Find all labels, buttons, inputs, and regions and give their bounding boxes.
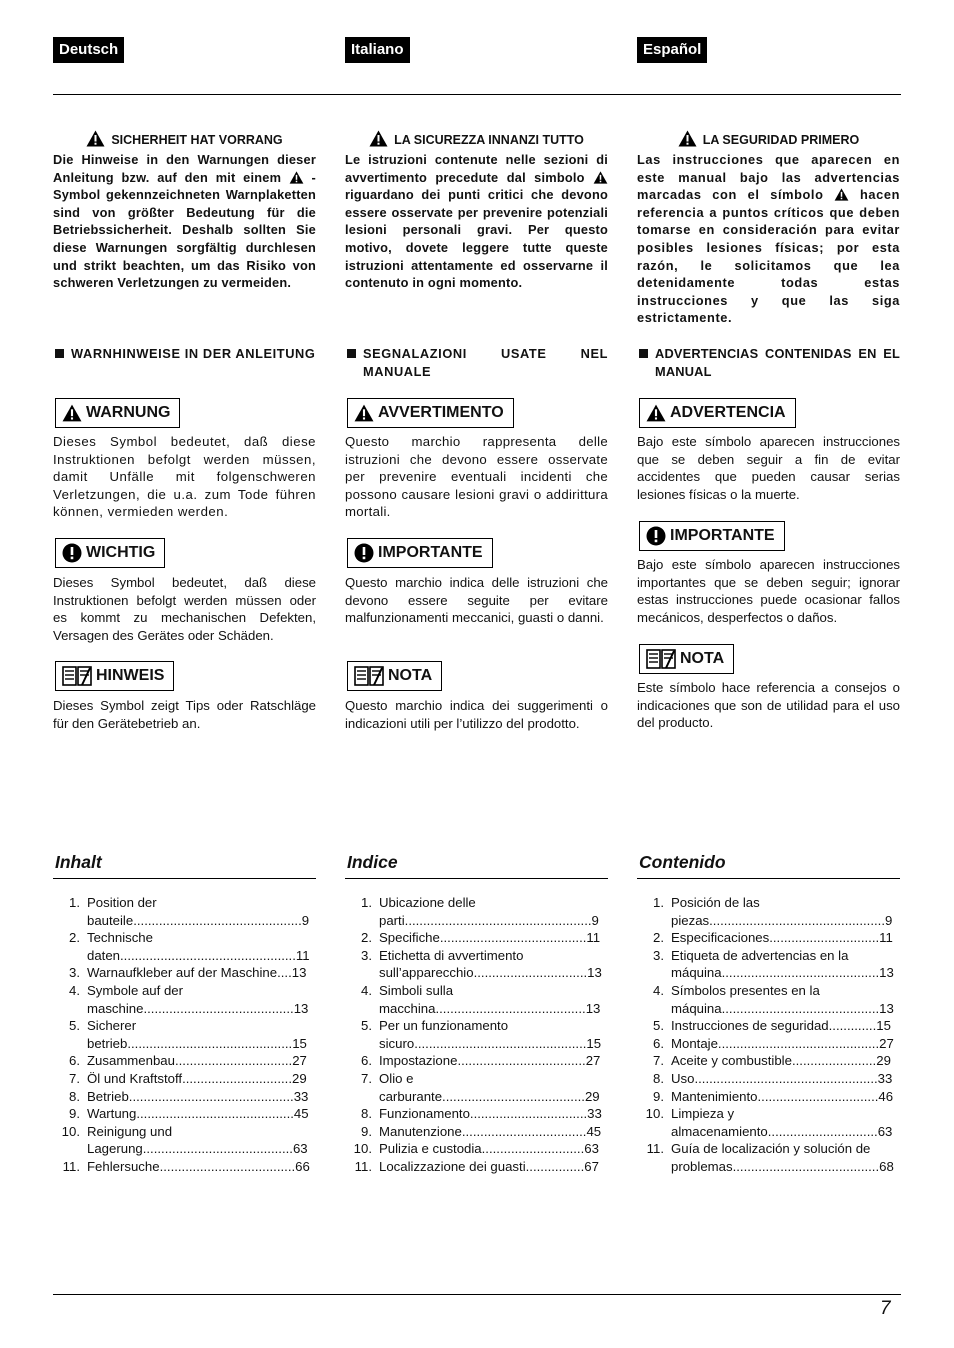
toc-entry-number: 2. bbox=[361, 930, 372, 946]
warning-triangle-icon bbox=[289, 171, 304, 184]
toc-entry-page: 66 bbox=[295, 1158, 310, 1174]
toc-leader-dots: .................................................. bbox=[694, 1070, 878, 1086]
toc-entry bbox=[345, 1052, 603, 1070]
toc-rule bbox=[53, 878, 316, 879]
toc-entry-label: Per un funzionamento sicuro bbox=[379, 1018, 509, 1051]
toc-entry-label-wrap bbox=[664, 1070, 895, 1088]
toc-entry-label-wrap bbox=[664, 982, 895, 1017]
toc-leader-dots: ............. bbox=[828, 1018, 877, 1034]
toc-entry-label-wrap bbox=[80, 1052, 311, 1070]
toc-leader-dots: ............................ bbox=[481, 1141, 585, 1157]
toc-entry-page: 9 bbox=[591, 912, 599, 928]
toc-entry bbox=[637, 1070, 895, 1088]
toc-entry-page: 11 bbox=[879, 930, 893, 946]
toc-entry-number: 11. bbox=[646, 1141, 664, 1157]
toc-entry-label: Olio e carburante bbox=[379, 1070, 443, 1104]
toc-entry-label-wrap bbox=[80, 1017, 311, 1052]
toc-entry-page: 15 bbox=[292, 1035, 307, 1051]
important-description: Dieses Symbol bedeutet, daß diese Instruktionen befolgt werden müssen oder es kommt zu mechanischen Defekten, Versagen des Gerätes oder Schäden. bbox=[53, 575, 316, 643]
toc-entry-number: 9. bbox=[361, 1123, 372, 1139]
toc-entry-number: 1. bbox=[361, 895, 372, 910]
toc-entry-label: Betrieb bbox=[87, 1088, 129, 1104]
toc-leader-dots: ............................................... bbox=[414, 1035, 587, 1051]
warning-triangle-icon bbox=[678, 130, 697, 147]
toc-entry-label-wrap bbox=[80, 1070, 311, 1088]
open-book-icon bbox=[354, 665, 384, 687]
toc-entry bbox=[345, 1140, 603, 1158]
toc-rule bbox=[637, 878, 900, 879]
toc-entry-label: Instrucciones de seguridad bbox=[671, 1018, 829, 1034]
toc-entry-label: Ubicazione delle parti bbox=[379, 895, 476, 928]
warning-sign: WARNUNG bbox=[55, 398, 180, 428]
toc-entry-label-wrap bbox=[372, 1052, 603, 1070]
toc-entry-page: 13 bbox=[879, 965, 894, 981]
toc-entry-label-wrap bbox=[372, 1158, 603, 1176]
toc-entry bbox=[637, 894, 895, 929]
toc-title: Contenido bbox=[639, 852, 726, 872]
toc-entry-number: 1. bbox=[69, 895, 80, 910]
warning-triangle-icon bbox=[834, 188, 849, 201]
page-number: 7 bbox=[880, 1298, 891, 1319]
toc-entry-label-wrap bbox=[664, 1017, 895, 1035]
warning-triangle-icon bbox=[354, 404, 374, 422]
toc-entry-number: 4. bbox=[361, 982, 372, 998]
warning-description: Bajo este símbolo aparecen instrucciones que se deben seguir a fin de evitar accidentes que pueden causar serias lesiones físicas o la muerte. bbox=[637, 434, 900, 502]
language-tab: Español bbox=[637, 37, 707, 63]
toc-entry-label: Öl und Kraftstoff bbox=[87, 1070, 183, 1086]
note-description: Este símbolo hace referencia a consejos o indicaciones que son de utilidad para el uso del producto. bbox=[637, 680, 900, 730]
toc-leader-dots: ........................................... bbox=[136, 1106, 294, 1122]
toc-entry-number: 7. bbox=[361, 1070, 372, 1086]
toc-entry-page: 15 bbox=[586, 1035, 602, 1051]
toc-entry-label-wrap bbox=[80, 929, 311, 964]
toc-entry-label-wrap bbox=[664, 929, 895, 947]
toc-entry-label: Impostazione bbox=[379, 1053, 458, 1069]
toc-entry-number: 8. bbox=[69, 1088, 80, 1104]
toc-entry-label-wrap bbox=[80, 1088, 311, 1106]
open-book-icon bbox=[646, 648, 676, 670]
toc-entry-page: 27 bbox=[879, 1035, 894, 1051]
toc-entry-label-wrap bbox=[664, 1035, 895, 1053]
toc-entry bbox=[637, 1035, 895, 1053]
toc-entry-page: 63 bbox=[877, 1123, 893, 1139]
toc-entry-number: 2. bbox=[653, 930, 664, 946]
toc-leader-dots: ..................................... bbox=[159, 1158, 296, 1174]
toc-entry-label-wrap bbox=[664, 1140, 895, 1175]
toc-entry-label: Specifiche bbox=[379, 930, 440, 946]
toc-entry-label-wrap bbox=[372, 894, 603, 929]
important-sign: IMPORTANTE bbox=[347, 538, 493, 568]
toc-entry-number: 5. bbox=[69, 1018, 80, 1034]
toc-entry-label-wrap bbox=[80, 1105, 311, 1123]
toc-entry-number: 6. bbox=[653, 1035, 664, 1051]
open-book-icon bbox=[62, 665, 92, 687]
toc-entry-label: Etiqueta de advertencias en la máquina bbox=[671, 947, 849, 981]
toc-leader-dots: ................................................ bbox=[120, 947, 296, 963]
square-bullet-icon bbox=[55, 349, 64, 358]
exclamation-circle-icon bbox=[62, 543, 82, 563]
toc-list bbox=[53, 894, 311, 1176]
toc-entry-number: 8. bbox=[361, 1106, 372, 1122]
toc-leader-dots: .................................. bbox=[461, 1123, 587, 1139]
toc-entry-label: Uso bbox=[671, 1070, 695, 1086]
toc-entry-page: 29 bbox=[291, 1070, 307, 1086]
toc-leader-dots: .............................. bbox=[182, 1070, 292, 1086]
toc-entry-label: Reinigung und Lagerung bbox=[87, 1123, 173, 1157]
toc-entry-number: 7. bbox=[653, 1053, 664, 1069]
toc-entry bbox=[345, 1070, 603, 1105]
section-heading: ADVERTENCIAS CONTENIDAS EN EL MANUAL bbox=[637, 345, 900, 381]
note-sign: NOTA bbox=[639, 644, 734, 674]
warning-triangle-icon bbox=[593, 171, 608, 184]
toc-entry-page: 46 bbox=[878, 1088, 894, 1104]
toc-entry-label: Fehlersuche bbox=[87, 1158, 160, 1174]
toc-entry-label-wrap bbox=[372, 982, 603, 1017]
toc-entry bbox=[345, 982, 603, 1017]
toc-entry-label-wrap bbox=[372, 1140, 603, 1158]
toc-leader-dots: ................................ bbox=[174, 1053, 293, 1069]
toc-entry-page: 33 bbox=[587, 1106, 602, 1122]
note-description: Dieses Symbol zeigt Tips oder Ratschläge für den Gerätebetrieb an. bbox=[53, 698, 316, 731]
toc-entry-label-wrap bbox=[372, 929, 603, 947]
toc-entry-label: Pulizia e custodia bbox=[379, 1141, 482, 1157]
toc-entry-number: 11. bbox=[62, 1158, 80, 1174]
toc-entry-number: 10. bbox=[61, 1123, 80, 1139]
toc-entry bbox=[53, 982, 311, 1017]
toc-entry-label-wrap bbox=[664, 1052, 895, 1070]
safety-text: Le istruzioni contenute nelle sezioni di avvertimento precedute dal simbolo riguardano dei punti critici che devono essere osservate per prevenire potenziali lesioni personali gravi. Per questo motivo, dovete leggere tutte queste istruzioni attentamente ed osservarne il contenuto in ogni momento. bbox=[345, 152, 608, 291]
toc-leader-dots: ......................................... bbox=[142, 1141, 293, 1157]
section-heading: SEGNALAZIONI USATE NEL MANUALE bbox=[345, 345, 608, 381]
toc-entry-page: 13 bbox=[879, 1000, 894, 1016]
note-sign: HINWEIS bbox=[55, 661, 174, 691]
toc-entry-page: 29 bbox=[876, 1053, 891, 1069]
toc-entry-number: 4. bbox=[69, 982, 80, 998]
toc-entry-label: Simboli sulla macchina bbox=[379, 982, 454, 1016]
toc-leader-dots: .............................. bbox=[767, 1123, 878, 1139]
toc-entry bbox=[345, 894, 603, 929]
toc-entry-label-wrap bbox=[80, 1123, 311, 1158]
toc-entry bbox=[345, 929, 603, 947]
toc-leader-dots: ................................................ bbox=[709, 912, 885, 928]
safety-text: Las instrucciones que aparecen en este manual bajo las advertencias marcadas con el símbolo hacen referencia a puntos críticos que deben tomarse en consideración para evitar posibles lesiones físicas; por esta razón, le solicitamos que lea detenidamente todas estas instrucciones y que las siga estrictamente. bbox=[637, 152, 900, 326]
safety-heading: SICHERHEIT HAT VORRANG bbox=[53, 130, 316, 147]
toc-entry-label: Limpieza y almacenamiento bbox=[671, 1106, 768, 1139]
toc-entry-page: 63 bbox=[584, 1141, 599, 1157]
language-tab: Deutsch bbox=[53, 37, 124, 63]
toc-leader-dots: .... bbox=[277, 965, 292, 981]
toc-entry-number: 10. bbox=[645, 1106, 664, 1122]
toc-title: Inhalt bbox=[55, 852, 102, 872]
toc-entry-number: 4. bbox=[653, 982, 664, 998]
toc-leader-dots: ................................................... bbox=[404, 912, 592, 928]
toc-entry bbox=[53, 1123, 311, 1158]
toc-entry-label: Warnaufkleber auf der Maschine bbox=[87, 965, 278, 981]
toc-entry-label: Localizzazione dei guasti bbox=[379, 1158, 526, 1174]
important-description: Questo marchio indica delle istruzioni che devono essere seguite per evitare malfunzionamenti meccanici, guasti o danni. bbox=[345, 575, 608, 625]
toc-title: Indice bbox=[347, 852, 398, 872]
toc-leader-dots: ........................................ bbox=[732, 1158, 880, 1174]
toc-entry bbox=[637, 1105, 895, 1140]
toc-entry bbox=[53, 1070, 311, 1088]
warning-triangle-icon bbox=[62, 404, 82, 422]
toc-entry bbox=[637, 1088, 895, 1106]
toc-entry-label-wrap bbox=[664, 894, 895, 929]
toc-entry-label: Posición de las piezas bbox=[671, 895, 760, 928]
toc-entry-page: 9 bbox=[885, 912, 893, 928]
toc-entry-page: 45 bbox=[586, 1123, 602, 1139]
column-italiano bbox=[345, 0, 608, 1348]
important-description: Bajo este símbolo aparecen instrucciones importantes que se deben seguir; ignorar estas instrucciones puede ocasionar fallos mecánicos, desperfectos o daños. bbox=[637, 557, 900, 625]
toc-entry bbox=[53, 1105, 311, 1123]
toc-entry-label: Sicherer betrieb bbox=[87, 1018, 137, 1051]
toc-entry-page: 67 bbox=[584, 1158, 599, 1174]
toc-entry-page: 29 bbox=[584, 1088, 600, 1104]
toc-leader-dots: .............................. bbox=[769, 930, 880, 946]
toc-entry-page: 9 bbox=[301, 912, 310, 928]
toc-entry-label: Zusammenbau bbox=[87, 1053, 175, 1069]
toc-entry-label: Montaje bbox=[671, 1035, 718, 1051]
toc-entry bbox=[637, 982, 895, 1017]
toc-leader-dots: ............................................ bbox=[717, 1035, 880, 1051]
toc-entry-label: Mantenimiento bbox=[671, 1088, 758, 1104]
column-espanol bbox=[637, 0, 900, 1348]
toc-entry-page: 27 bbox=[292, 1053, 307, 1069]
toc-entry-number: 3. bbox=[361, 947, 372, 963]
toc-entry-number: 6. bbox=[69, 1053, 80, 1069]
toc-entry-number: 3. bbox=[69, 965, 80, 981]
toc-entry-page: 63 bbox=[292, 1141, 308, 1157]
toc-leader-dots: ....................... bbox=[791, 1053, 877, 1069]
toc-entry bbox=[345, 1017, 603, 1052]
safety-heading: LA SEGURIDAD PRIMERO bbox=[637, 130, 900, 147]
toc-leader-dots: .............................................. bbox=[133, 912, 302, 928]
toc-entry bbox=[53, 929, 311, 964]
toc-entry-page: 13 bbox=[293, 1000, 309, 1016]
warning-sign: ADVERTENCIA bbox=[639, 398, 796, 428]
toc-entry-label: Manutenzione bbox=[379, 1123, 462, 1139]
exclamation-circle-icon bbox=[646, 526, 666, 546]
column-deutsch bbox=[53, 0, 316, 1348]
toc-entry-number: 1. bbox=[653, 895, 664, 910]
toc-entry-number: 3. bbox=[653, 947, 664, 963]
toc-entry-label-wrap bbox=[80, 894, 311, 929]
toc-entry-label-wrap bbox=[664, 947, 895, 982]
toc-entry-number: 7. bbox=[69, 1070, 80, 1086]
warning-triangle-icon bbox=[646, 404, 666, 422]
toc-entry-label: Guía de localización y solución de problemas bbox=[671, 1141, 871, 1174]
toc-entry-number: 8. bbox=[653, 1070, 664, 1086]
safety-text: Die Hinweise in den Warnungen dieser Anleitung bzw. auf den mit einem -Symbol gekennzeichneten Warnplaketten sind von größter Bedeutung für die Betriebssicherheit. Deshalb sollten Sie diese Warnungen sorgfältig durchlesen und strikt beachten, um das Risiko von schweren Verletzungen zu vermeiden. bbox=[53, 152, 316, 291]
toc-entry-page: 68 bbox=[879, 1158, 894, 1174]
toc-entry-page: 27 bbox=[585, 1053, 601, 1069]
note-sign: NOTA bbox=[347, 661, 442, 691]
warning-triangle-icon bbox=[369, 130, 388, 147]
toc-entry-label-wrap bbox=[372, 1017, 603, 1052]
square-bullet-icon bbox=[639, 349, 648, 358]
toc-rule bbox=[345, 878, 608, 879]
toc-entry-page: 11 bbox=[586, 930, 601, 946]
warning-sign: AVVERTIMENTO bbox=[347, 398, 514, 428]
important-sign: WICHTIG bbox=[55, 538, 165, 568]
toc-leader-dots: ........................................... bbox=[721, 965, 880, 981]
toc-leader-dots: ......................................... bbox=[435, 1000, 586, 1016]
toc-leader-dots: ............................................. bbox=[127, 1035, 293, 1051]
toc-entry-number: 2. bbox=[69, 930, 80, 946]
toc-entry-page: 45 bbox=[293, 1106, 309, 1122]
toc-entry bbox=[53, 1158, 311, 1176]
toc-entry-label: Funzionamento bbox=[379, 1106, 470, 1122]
toc-entry-label: Technische daten bbox=[87, 930, 153, 963]
language-tab: Italiano bbox=[345, 37, 410, 63]
toc-entry-label-wrap bbox=[80, 982, 311, 1017]
toc-entry bbox=[53, 1017, 311, 1052]
toc-entry bbox=[637, 947, 895, 982]
toc-entry-label-wrap bbox=[664, 1105, 895, 1140]
note-description: Questo marchio indica dei suggerimenti o indicazioni utili per l’utilizzo del prodotto. bbox=[345, 698, 608, 731]
toc-entry bbox=[53, 1052, 311, 1070]
safety-heading: LA SICUREZZA INNANZI TUTTO bbox=[345, 130, 608, 147]
toc-entry-page: 33 bbox=[293, 1088, 309, 1104]
toc-entry-label-wrap bbox=[372, 1070, 603, 1105]
toc-entry-page: 13 bbox=[587, 965, 602, 981]
toc-entry-label-wrap bbox=[372, 947, 603, 982]
toc-entry-number: 9. bbox=[69, 1106, 80, 1122]
toc-entry-label: Symbole auf der maschine bbox=[87, 982, 184, 1016]
important-sign: IMPORTANTE bbox=[639, 521, 785, 551]
toc-leader-dots: ....................................... bbox=[442, 1088, 585, 1104]
toc-entry bbox=[345, 1123, 603, 1141]
toc-entry-number: 9. bbox=[653, 1088, 664, 1104]
toc-entry-label-wrap bbox=[372, 1123, 603, 1141]
toc-leader-dots: ........................................... bbox=[721, 1000, 880, 1016]
warning-triangle-icon bbox=[86, 130, 105, 147]
toc-entry bbox=[345, 947, 603, 982]
toc-leader-dots: ................ bbox=[525, 1158, 585, 1174]
warning-description: Dieses Symbol bedeutet, daß diese Instruktionen befolgt werden müssen, damit Unfälle mit folgenschweren Verletzungen, die u.a. zum Tode führen können, vermieden werden. bbox=[53, 434, 316, 519]
toc-entry-label: Wartung bbox=[87, 1106, 137, 1122]
toc-entry bbox=[53, 894, 311, 929]
toc-entry-number: 5. bbox=[361, 1018, 372, 1034]
toc-entry bbox=[637, 929, 895, 947]
toc-entry bbox=[345, 1158, 603, 1176]
toc-entry-page: 15 bbox=[876, 1018, 891, 1034]
toc-entry-number: 11. bbox=[354, 1158, 372, 1174]
toc-entry-label-wrap bbox=[80, 1158, 311, 1176]
toc-list bbox=[637, 894, 895, 1176]
toc-leader-dots: ........................................ bbox=[439, 930, 587, 946]
toc-entry-label: Símbolos presentes en la máquina bbox=[671, 982, 820, 1016]
toc-leader-dots: ............................................. bbox=[128, 1088, 294, 1104]
warning-description: Questo marchio rappresenta delle istruzioni che devono essere osservate per prevenire eventuali incidenti che possono causare lesioni gravi o addirittura mortali. bbox=[345, 434, 608, 519]
toc-entry bbox=[637, 1052, 895, 1070]
toc-leader-dots: ................................... bbox=[457, 1053, 586, 1069]
toc-entry-number: 6. bbox=[361, 1053, 372, 1069]
toc-leader-dots: ................................. bbox=[757, 1088, 879, 1104]
exclamation-circle-icon bbox=[354, 543, 374, 563]
toc-entry-page: 13 bbox=[291, 965, 307, 981]
toc-entry-page: 13 bbox=[585, 1000, 601, 1016]
toc-entry-label: Aceite y combustible bbox=[671, 1053, 792, 1069]
toc-entry bbox=[53, 1088, 311, 1106]
toc-list bbox=[345, 894, 603, 1176]
toc-entry-page: 11 bbox=[295, 947, 310, 963]
toc-entry bbox=[637, 1140, 895, 1175]
toc-leader-dots: ................................ bbox=[469, 1106, 588, 1122]
toc-entry-number: 10. bbox=[353, 1141, 372, 1157]
toc-entry bbox=[53, 964, 311, 982]
toc-entry-page: 33 bbox=[877, 1070, 893, 1086]
toc-entry-number: 5. bbox=[653, 1018, 664, 1034]
toc-entry-label: Position der bauteile bbox=[87, 895, 157, 928]
square-bullet-icon bbox=[347, 349, 356, 358]
toc-entry-label-wrap bbox=[664, 1088, 895, 1106]
toc-entry-label-wrap bbox=[372, 1105, 603, 1123]
toc-leader-dots: ............................... bbox=[473, 965, 588, 981]
toc-entry-label-wrap bbox=[80, 964, 311, 982]
section-heading: WARNHINWEISE IN DER ANLEITUNG bbox=[53, 345, 316, 363]
toc-entry-label: Etichetta di avvertimento sull’apparecchio bbox=[379, 947, 524, 981]
toc-entry bbox=[637, 1017, 895, 1035]
toc-leader-dots: ......................................... bbox=[143, 1000, 294, 1016]
toc-entry bbox=[345, 1105, 603, 1123]
toc-entry-label: Especificaciones bbox=[671, 930, 770, 946]
